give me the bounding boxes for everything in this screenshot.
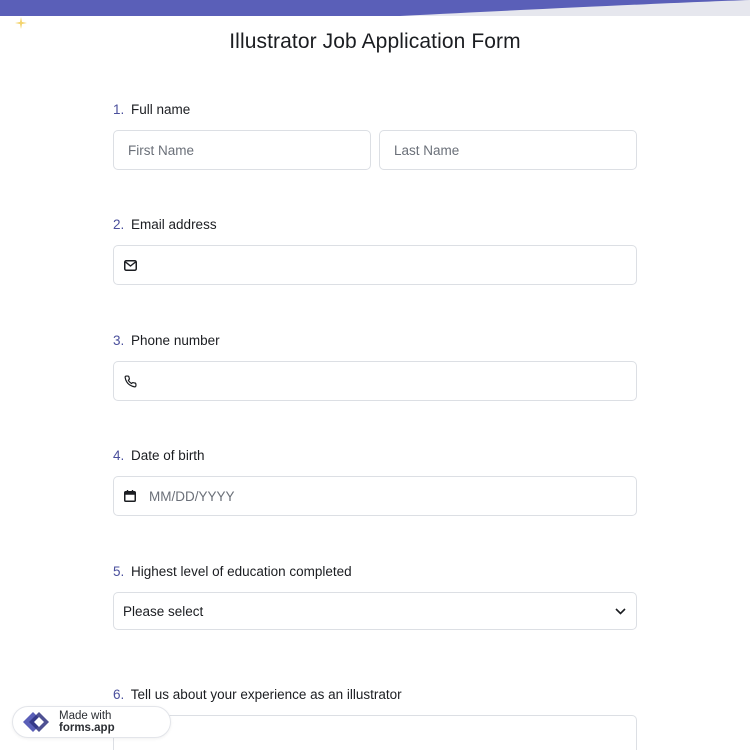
question-number: 6. (113, 687, 125, 702)
education-select[interactable] (113, 592, 637, 630)
date-of-birth-field[interactable] (113, 476, 637, 516)
sparkle-icon (14, 16, 28, 30)
question-experience (113, 685, 637, 750)
question-number: 1. (113, 102, 125, 117)
top-banner (0, 0, 750, 16)
question-number: 3. (113, 333, 125, 348)
question-number: 5. (113, 564, 125, 579)
question-phone (113, 331, 637, 401)
question-label (113, 446, 637, 466)
question-text: Full name (131, 102, 191, 117)
calendar-icon (123, 489, 137, 503)
question-number: 4. (113, 448, 125, 463)
last-name-placeholder: Last Name (394, 142, 460, 158)
mail-icon (123, 258, 137, 272)
email-field[interactable] (113, 245, 637, 285)
question-education (113, 562, 637, 630)
brand-name: forms.app (59, 722, 115, 734)
date-placeholder: MM/DD/YYYY (149, 488, 235, 504)
question-text: Highest level of education completed (131, 564, 352, 579)
last-name-input[interactable] (379, 130, 637, 170)
question-date-of-birth (113, 446, 637, 516)
question-text: Date of birth (131, 448, 205, 463)
question-label (113, 100, 637, 120)
chevron-down-icon (615, 602, 626, 620)
question-label (113, 562, 637, 582)
question-email (113, 215, 637, 285)
made-with-badge[interactable] (12, 706, 171, 738)
education-selected-value: Please select (123, 603, 204, 619)
question-label (113, 685, 637, 705)
question-label (113, 215, 637, 235)
experience-textarea[interactable] (113, 715, 637, 750)
first-name-input[interactable] (113, 130, 371, 170)
phone-icon (123, 374, 137, 388)
form-title: Illustrator Job Application Form (229, 30, 521, 53)
phone-field[interactable] (113, 361, 637, 401)
question-number: 2. (113, 217, 125, 232)
question-label (113, 331, 637, 351)
made-with-text: Made with forms.app (59, 710, 115, 734)
first-name-placeholder: First Name (128, 142, 195, 158)
question-text: Phone number (131, 333, 220, 348)
question-text: Email address (131, 217, 217, 232)
question-full-name (113, 100, 637, 170)
forms-app-logo-icon (21, 710, 51, 734)
question-text: Tell us about your experience as an illustrator (130, 687, 402, 702)
